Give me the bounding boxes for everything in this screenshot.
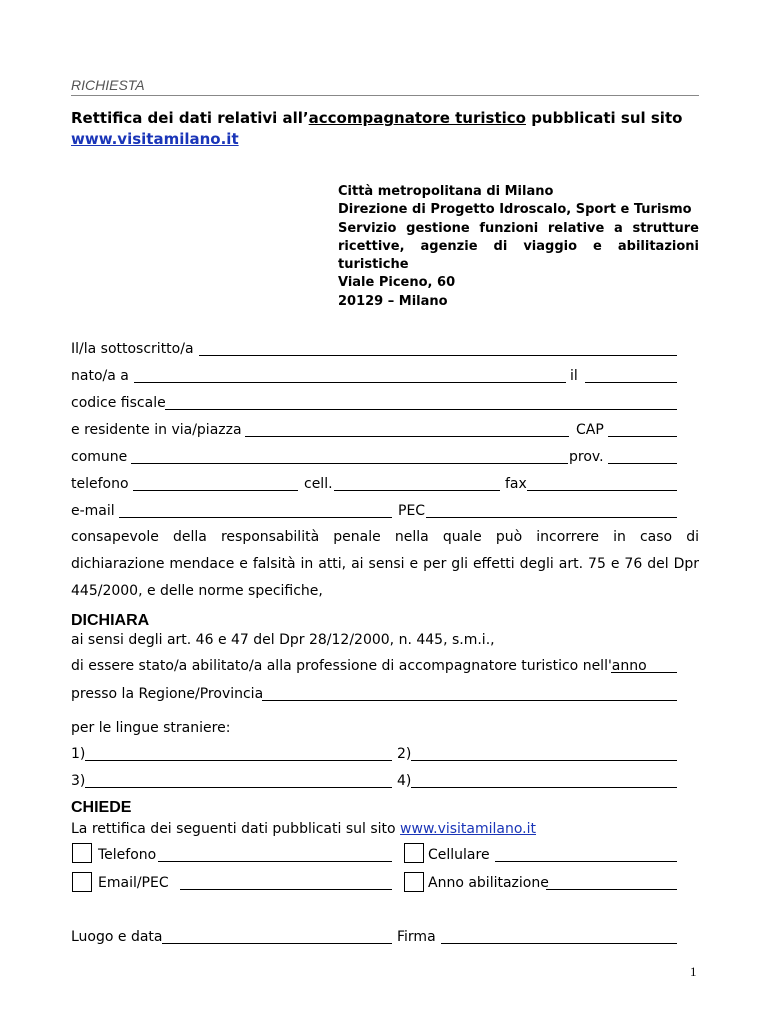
consapevole-paragraph: consapevole della responsabilità penale nella quale può incorrere in caso di dichiarazione mendace e falsità in atti, ai sensi e per gli effetti degli art. 75 e 76 del Dpr 445/2000, e delle norme specifiche,	[71, 529, 699, 599]
field-email[interactable]	[119, 517, 392, 518]
label-lingua-1: 1)	[71, 746, 86, 762]
field-provincia[interactable]	[608, 463, 677, 464]
label-lingua-2: 2)	[397, 746, 412, 762]
option-email-pec-label: Email/PEC	[98, 875, 169, 891]
field-cellulare[interactable]	[334, 490, 500, 491]
field-anno-abilitazione-rettifica[interactable]	[546, 889, 677, 890]
title-site-link[interactable]: www.visitamilano.it	[71, 130, 239, 148]
field-email-pec-rettifica[interactable]	[180, 889, 392, 890]
label-luogo-data: Luogo e data	[71, 929, 163, 945]
label-cell: cell.	[304, 476, 333, 492]
checkbox-telefono[interactable]	[72, 843, 92, 863]
dichiara-subtitle: ai sensi degli art. 46 e 47 del Dpr 28/12/2000, n. 445, s.m.i.,	[71, 632, 495, 648]
label-lingua-3: 3)	[71, 773, 86, 789]
chiede-text-label: La rettifica dei seguenti dati pubblicati sul sito	[71, 821, 401, 837]
field-telefono-rettifica[interactable]	[158, 861, 392, 862]
field-cap[interactable]	[608, 436, 677, 437]
header-label: RICHIESTA	[71, 77, 145, 93]
field-luogo-nascita[interactable]	[134, 382, 566, 383]
chiede-heading: CHIEDE	[71, 799, 132, 816]
field-indirizzo[interactable]	[245, 436, 569, 437]
label-sottoscritto: Il/la sottoscritto/a	[71, 341, 194, 357]
field-fax[interactable]	[527, 490, 677, 491]
field-codice-fiscale[interactable]	[165, 409, 677, 410]
label-pec: PEC	[398, 503, 426, 519]
field-pec[interactable]	[426, 517, 677, 518]
label-nato: nato/a a	[71, 368, 129, 384]
address-line-6: Viale Piceno, 60	[338, 275, 456, 291]
label-email: e-mail	[71, 503, 115, 519]
address-line-5: turistiche	[338, 257, 409, 273]
header-divider	[71, 95, 699, 96]
label-il: il	[570, 368, 578, 384]
label-regione: presso la Regione/Provincia	[71, 686, 264, 702]
field-firma[interactable]	[441, 943, 677, 944]
recipient-address	[338, 183, 699, 311]
title-part1: Rettifica dei dati relativi all’	[71, 109, 309, 127]
field-regione[interactable]	[262, 700, 677, 701]
label-cap: CAP	[576, 422, 604, 438]
dichiara-heading: DICHIARA	[71, 612, 150, 629]
page-number: 1	[690, 964, 697, 979]
address-line-3: Servizio gestione funzioni relative a strutture	[338, 220, 699, 236]
title-part2: pubblicati sul sito	[525, 109, 683, 127]
label-codice-fiscale: codice fiscale	[71, 395, 166, 411]
field-sottoscritto[interactable]	[199, 355, 677, 356]
chiede-text	[71, 820, 536, 838]
field-cellulare-rettifica[interactable]	[495, 861, 677, 862]
chiede-site-link[interactable]: www.visitamilano.it	[400, 821, 537, 837]
address-line-4: ricettive, agenzie di viaggio e abilitazioni	[338, 238, 699, 254]
checkbox-email-pec[interactable]	[72, 872, 92, 892]
label-comune: comune	[71, 449, 128, 465]
field-lingua-3[interactable]	[85, 787, 392, 788]
field-lingua-1[interactable]	[85, 760, 392, 761]
address-line-7: 20129 – Milano	[338, 293, 448, 309]
label-prov: prov.	[569, 449, 604, 465]
title-underlined: accompagnatore turistico	[308, 109, 526, 127]
field-anno-abilitazione[interactable]	[611, 672, 677, 673]
label-firma: Firma	[397, 929, 436, 945]
label-fax: fax	[505, 476, 527, 492]
option-anno-abilitazione-label: Anno abilitazione	[428, 875, 549, 891]
option-telefono-label: Telefono	[98, 847, 157, 863]
label-abilitato: di essere stato/a abilitato/a alla professione di accompagnatore turistico nell'anno	[71, 658, 647, 674]
document-title	[71, 108, 699, 150]
label-telefono: telefono	[71, 476, 129, 492]
address-line-1: Città metropolitana di Milano	[338, 184, 554, 199]
field-comune[interactable]	[131, 463, 568, 464]
label-lingua-4: 4)	[397, 773, 412, 789]
label-residente: e residente in via/piazza	[71, 422, 242, 438]
option-cellulare-label: Cellulare	[428, 847, 490, 863]
field-telefono[interactable]	[133, 490, 298, 491]
field-data-nascita[interactable]	[585, 382, 677, 383]
field-lingua-2[interactable]	[411, 760, 677, 761]
address-line-2: Direzione di Progetto Idroscalo, Sport e Turismo	[338, 202, 692, 218]
label-lingue: per le lingue straniere:	[71, 720, 231, 736]
checkbox-anno-abilitazione[interactable]	[404, 872, 424, 892]
checkbox-cellulare[interactable]	[404, 843, 424, 863]
field-lingua-4[interactable]	[411, 787, 677, 788]
field-luogo-data[interactable]	[162, 943, 392, 944]
